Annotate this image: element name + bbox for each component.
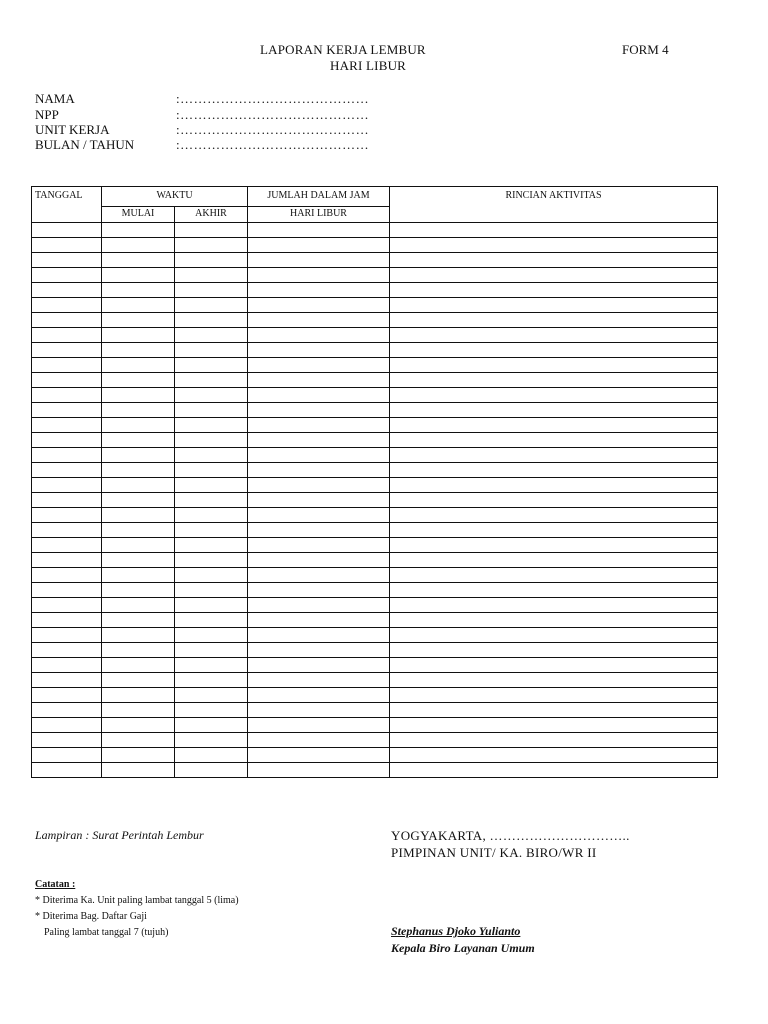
cell-akhir[interactable] xyxy=(175,703,248,718)
field-unit-kerja[interactable]: :…………………………………… xyxy=(176,122,370,137)
cell-mulai[interactable] xyxy=(102,223,175,238)
table-row xyxy=(32,568,718,583)
cell-akhir[interactable] xyxy=(175,748,248,763)
cell-akhir[interactable] xyxy=(175,508,248,523)
col-header-jumlah: JUMLAH DALAM JAM xyxy=(248,187,390,207)
cell-akhir[interactable] xyxy=(175,463,248,478)
overtime-table xyxy=(31,186,718,778)
table-row xyxy=(32,673,718,688)
cell-tanggal[interactable] xyxy=(32,523,102,538)
cell-tanggal[interactable] xyxy=(32,328,102,343)
lampiran-text: Lampiran : Surat Perintah Lembur xyxy=(35,828,204,842)
cell-jumlah[interactable] xyxy=(248,598,390,613)
cell-mulai[interactable] xyxy=(102,538,175,553)
cell-mulai[interactable] xyxy=(102,283,175,298)
table-row xyxy=(32,478,718,493)
cell-tanggal[interactable] xyxy=(32,688,102,703)
cell-mulai[interactable] xyxy=(102,733,175,748)
table-row xyxy=(32,748,718,763)
cell-rincian[interactable] xyxy=(390,388,718,403)
table-row xyxy=(32,598,718,613)
cell-tanggal[interactable] xyxy=(32,238,102,253)
cell-tanggal[interactable] xyxy=(32,223,102,238)
cell-rincian[interactable] xyxy=(390,673,718,688)
cell-akhir[interactable] xyxy=(175,343,248,358)
cell-akhir[interactable] xyxy=(175,478,248,493)
signer-title: Kepala Biro Layanan Umum xyxy=(391,941,535,955)
field-label-bulan-tahun: BULAN / TAHUN xyxy=(35,137,135,152)
cell-tanggal[interactable] xyxy=(32,403,102,418)
field-label-npp: NPP xyxy=(35,107,59,122)
cell-jumlah[interactable] xyxy=(248,223,390,238)
table-row xyxy=(32,403,718,418)
col-header-rincian: RINCIAN AKTIVITAS xyxy=(390,187,718,223)
col-header-waktu: WAKTU xyxy=(102,187,248,207)
cell-akhir[interactable] xyxy=(175,403,248,418)
cell-rincian[interactable] xyxy=(390,283,718,298)
form-subtitle: HARI LIBUR xyxy=(330,58,407,73)
cell-akhir[interactable] xyxy=(175,553,248,568)
table-row xyxy=(32,358,718,373)
cell-jumlah[interactable] xyxy=(248,358,390,373)
cell-akhir[interactable] xyxy=(175,283,248,298)
cell-tanggal[interactable] xyxy=(32,418,102,433)
cell-jumlah[interactable] xyxy=(248,763,390,778)
cell-tanggal[interactable] xyxy=(32,478,102,493)
catatan-title: Catatan : xyxy=(35,879,76,890)
col-header-mulai: MULAI xyxy=(102,207,175,223)
cell-rincian[interactable] xyxy=(390,313,718,328)
cell-rincian[interactable] xyxy=(390,478,718,493)
cell-akhir[interactable] xyxy=(175,568,248,583)
field-label-nama: NAMA xyxy=(35,91,75,106)
cell-rincian[interactable] xyxy=(390,268,718,283)
cell-jumlah[interactable] xyxy=(248,508,390,523)
cell-tanggal[interactable] xyxy=(32,373,102,388)
cell-mulai[interactable] xyxy=(102,448,175,463)
cell-jumlah[interactable] xyxy=(248,418,390,433)
table-row xyxy=(32,658,718,673)
cell-mulai[interactable] xyxy=(102,508,175,523)
cell-tanggal[interactable] xyxy=(32,718,102,733)
cell-tanggal[interactable] xyxy=(32,313,102,328)
field-label-unit-kerja: UNIT KERJA xyxy=(35,122,110,137)
cell-tanggal[interactable] xyxy=(32,568,102,583)
cell-jumlah[interactable] xyxy=(248,718,390,733)
cell-rincian[interactable] xyxy=(390,523,718,538)
cell-mulai[interactable] xyxy=(102,598,175,613)
table-row xyxy=(32,718,718,733)
place-date-line[interactable]: YOGYAKARTA, ………………………….. xyxy=(391,828,630,843)
table-row xyxy=(32,613,718,628)
cell-jumlah[interactable] xyxy=(248,403,390,418)
cell-jumlah[interactable] xyxy=(248,658,390,673)
table-row xyxy=(32,283,718,298)
cell-jumlah[interactable] xyxy=(248,388,390,403)
table-body xyxy=(32,223,718,778)
field-npp[interactable]: :…………………………………… xyxy=(176,107,370,122)
cell-akhir[interactable] xyxy=(175,493,248,508)
cell-mulai[interactable] xyxy=(102,418,175,433)
cell-jumlah[interactable] xyxy=(248,493,390,508)
cell-mulai[interactable] xyxy=(102,463,175,478)
cell-tanggal[interactable] xyxy=(32,268,102,283)
cell-rincian[interactable] xyxy=(390,373,718,388)
cell-akhir[interactable] xyxy=(175,673,248,688)
cell-tanggal[interactable] xyxy=(32,643,102,658)
cell-akhir[interactable] xyxy=(175,268,248,283)
cell-tanggal[interactable] xyxy=(32,358,102,373)
table-row xyxy=(32,298,718,313)
cell-tanggal[interactable] xyxy=(32,733,102,748)
cell-jumlah[interactable] xyxy=(248,583,390,598)
cell-jumlah[interactable] xyxy=(248,328,390,343)
cell-jumlah[interactable] xyxy=(248,703,390,718)
table-row xyxy=(32,238,718,253)
cell-rincian[interactable] xyxy=(390,538,718,553)
cell-akhir[interactable] xyxy=(175,223,248,238)
cell-rincian[interactable] xyxy=(390,748,718,763)
col-header-tanggal: TANGGAL xyxy=(32,187,102,223)
cell-akhir[interactable] xyxy=(175,253,248,268)
cell-mulai[interactable] xyxy=(102,643,175,658)
cell-rincian[interactable] xyxy=(390,403,718,418)
cell-jumlah[interactable] xyxy=(248,748,390,763)
cell-tanggal[interactable] xyxy=(32,583,102,598)
table-row xyxy=(32,313,718,328)
cell-mulai[interactable] xyxy=(102,748,175,763)
cell-tanggal[interactable] xyxy=(32,658,102,673)
cell-tanggal[interactable] xyxy=(32,748,102,763)
cell-mulai[interactable] xyxy=(102,763,175,778)
cell-rincian[interactable] xyxy=(390,598,718,613)
cell-mulai[interactable] xyxy=(102,523,175,538)
table-row xyxy=(32,553,718,568)
cell-mulai[interactable] xyxy=(102,328,175,343)
cell-rincian[interactable] xyxy=(390,583,718,598)
cell-akhir[interactable] xyxy=(175,358,248,373)
cell-akhir[interactable] xyxy=(175,598,248,613)
cell-akhir[interactable] xyxy=(175,583,248,598)
cell-rincian[interactable] xyxy=(390,328,718,343)
cell-mulai[interactable] xyxy=(102,343,175,358)
cell-akhir[interactable] xyxy=(175,718,248,733)
table-row xyxy=(32,463,718,478)
cell-tanggal[interactable] xyxy=(32,463,102,478)
cell-rincian[interactable] xyxy=(390,643,718,658)
cell-mulai[interactable] xyxy=(102,388,175,403)
cell-tanggal[interactable] xyxy=(32,343,102,358)
table-row xyxy=(32,643,718,658)
field-nama[interactable]: :…………………………………… xyxy=(176,91,370,106)
cell-rincian[interactable] xyxy=(390,493,718,508)
cell-rincian[interactable] xyxy=(390,358,718,373)
table-row xyxy=(32,538,718,553)
cell-jumlah[interactable] xyxy=(248,238,390,253)
form-title: LAPORAN KERJA LEMBUR xyxy=(260,42,426,57)
cell-rincian[interactable] xyxy=(390,223,718,238)
cell-jumlah[interactable] xyxy=(248,523,390,538)
cell-rincian[interactable] xyxy=(390,703,718,718)
cell-tanggal[interactable] xyxy=(32,598,102,613)
cell-jumlah[interactable] xyxy=(248,343,390,358)
cell-rincian[interactable] xyxy=(390,733,718,748)
cell-mulai[interactable] xyxy=(102,253,175,268)
cell-akhir[interactable] xyxy=(175,523,248,538)
table-row xyxy=(32,763,718,778)
cell-rincian[interactable] xyxy=(390,418,718,433)
cell-tanggal[interactable] xyxy=(32,283,102,298)
cell-mulai[interactable] xyxy=(102,313,175,328)
table-row xyxy=(32,628,718,643)
cell-jumlah[interactable] xyxy=(248,688,390,703)
form-code: FORM 4 xyxy=(622,42,669,57)
table-row xyxy=(32,328,718,343)
table-row xyxy=(32,448,718,463)
cell-akhir[interactable] xyxy=(175,328,248,343)
cell-rincian[interactable] xyxy=(390,553,718,568)
cell-tanggal[interactable] xyxy=(32,253,102,268)
cell-mulai[interactable] xyxy=(102,268,175,283)
table-row xyxy=(32,223,718,238)
cell-jumlah[interactable] xyxy=(248,433,390,448)
note-1: * Diterima Ka. Unit paling lambat tanggal 5 (lima) xyxy=(35,895,239,906)
cell-mulai[interactable] xyxy=(102,493,175,508)
cell-mulai[interactable] xyxy=(102,238,175,253)
cell-tanggal[interactable] xyxy=(32,613,102,628)
cell-mulai[interactable] xyxy=(102,373,175,388)
cell-jumlah[interactable] xyxy=(248,283,390,298)
cell-akhir[interactable] xyxy=(175,538,248,553)
table-row xyxy=(32,493,718,508)
cell-mulai[interactable] xyxy=(102,553,175,568)
col-header-akhir: AKHIR xyxy=(175,207,248,223)
cell-tanggal[interactable] xyxy=(32,493,102,508)
cell-mulai[interactable] xyxy=(102,583,175,598)
cell-rincian[interactable] xyxy=(390,658,718,673)
cell-rincian[interactable] xyxy=(390,463,718,478)
cell-akhir[interactable] xyxy=(175,448,248,463)
cell-jumlah[interactable] xyxy=(248,253,390,268)
cell-mulai[interactable] xyxy=(102,613,175,628)
table-row xyxy=(32,388,718,403)
cell-akhir[interactable] xyxy=(175,298,248,313)
table-row xyxy=(32,508,718,523)
table-row xyxy=(32,523,718,538)
field-bulan-tahun[interactable]: :…………………………………… xyxy=(176,137,370,152)
cell-rincian[interactable] xyxy=(390,688,718,703)
cell-jumlah[interactable] xyxy=(248,733,390,748)
cell-akhir[interactable] xyxy=(175,373,248,388)
cell-akhir[interactable] xyxy=(175,763,248,778)
cell-akhir[interactable] xyxy=(175,628,248,643)
cell-akhir[interactable] xyxy=(175,613,248,628)
note-3: Paling lambat tanggal 7 (tujuh) xyxy=(44,927,169,938)
cell-rincian[interactable] xyxy=(390,433,718,448)
table-row xyxy=(32,253,718,268)
table-row xyxy=(32,373,718,388)
cell-mulai[interactable] xyxy=(102,358,175,373)
table-row xyxy=(32,688,718,703)
cell-rincian[interactable] xyxy=(390,613,718,628)
cell-jumlah[interactable] xyxy=(248,313,390,328)
cell-rincian[interactable] xyxy=(390,238,718,253)
cell-mulai[interactable] xyxy=(102,703,175,718)
cell-jumlah[interactable] xyxy=(248,553,390,568)
cell-jumlah[interactable] xyxy=(248,373,390,388)
cell-akhir[interactable] xyxy=(175,658,248,673)
cell-rincian[interactable] xyxy=(390,253,718,268)
cell-jumlah[interactable] xyxy=(248,448,390,463)
cell-jumlah[interactable] xyxy=(248,613,390,628)
cell-mulai[interactable] xyxy=(102,673,175,688)
cell-mulai[interactable] xyxy=(102,658,175,673)
cell-tanggal[interactable] xyxy=(32,433,102,448)
cell-jumlah[interactable] xyxy=(248,673,390,688)
cell-rincian[interactable] xyxy=(390,508,718,523)
cell-akhir[interactable] xyxy=(175,643,248,658)
table-row xyxy=(32,433,718,448)
note-2: * Diterima Bag. Daftar Gaji xyxy=(35,911,147,922)
table-row xyxy=(32,583,718,598)
cell-mulai[interactable] xyxy=(102,568,175,583)
cell-mulai[interactable] xyxy=(102,298,175,313)
cell-tanggal[interactable] xyxy=(32,763,102,778)
table-row xyxy=(32,343,718,358)
pimpinan-title: PIMPINAN UNIT/ KA. BIRO/WR II xyxy=(391,845,597,860)
cell-akhir[interactable] xyxy=(175,688,248,703)
cell-akhir[interactable] xyxy=(175,418,248,433)
cell-tanggal[interactable] xyxy=(32,448,102,463)
table-row xyxy=(32,268,718,283)
cell-akhir[interactable] xyxy=(175,388,248,403)
cell-tanggal[interactable] xyxy=(32,628,102,643)
cell-mulai[interactable] xyxy=(102,688,175,703)
cell-rincian[interactable] xyxy=(390,298,718,313)
cell-akhir[interactable] xyxy=(175,733,248,748)
cell-jumlah[interactable] xyxy=(248,628,390,643)
cell-rincian[interactable] xyxy=(390,568,718,583)
table-row xyxy=(32,703,718,718)
cell-akhir[interactable] xyxy=(175,433,248,448)
cell-jumlah[interactable] xyxy=(248,478,390,493)
cell-tanggal[interactable] xyxy=(32,298,102,313)
cell-mulai[interactable] xyxy=(102,478,175,493)
cell-tanggal[interactable] xyxy=(32,703,102,718)
cell-jumlah[interactable] xyxy=(248,568,390,583)
cell-jumlah[interactable] xyxy=(248,298,390,313)
col-header-hari-libur: HARI LIBUR xyxy=(248,207,390,223)
cell-jumlah[interactable] xyxy=(248,463,390,478)
cell-rincian[interactable] xyxy=(390,718,718,733)
cell-tanggal[interactable] xyxy=(32,388,102,403)
cell-rincian[interactable] xyxy=(390,628,718,643)
cell-mulai[interactable] xyxy=(102,433,175,448)
cell-tanggal[interactable] xyxy=(32,508,102,523)
signer-name: Stephanus Djoko Yulianto xyxy=(391,924,521,938)
cell-jumlah[interactable] xyxy=(248,643,390,658)
cell-tanggal[interactable] xyxy=(32,538,102,553)
cell-mulai[interactable] xyxy=(102,718,175,733)
cell-jumlah[interactable] xyxy=(248,538,390,553)
cell-tanggal[interactable] xyxy=(32,673,102,688)
table-row xyxy=(32,418,718,433)
cell-jumlah[interactable] xyxy=(248,268,390,283)
cell-rincian[interactable] xyxy=(390,448,718,463)
cell-akhir[interactable] xyxy=(175,313,248,328)
cell-rincian[interactable] xyxy=(390,343,718,358)
table-row xyxy=(32,733,718,748)
cell-rincian[interactable] xyxy=(390,763,718,778)
cell-akhir[interactable] xyxy=(175,238,248,253)
cell-mulai[interactable] xyxy=(102,628,175,643)
cell-tanggal[interactable] xyxy=(32,553,102,568)
cell-mulai[interactable] xyxy=(102,403,175,418)
